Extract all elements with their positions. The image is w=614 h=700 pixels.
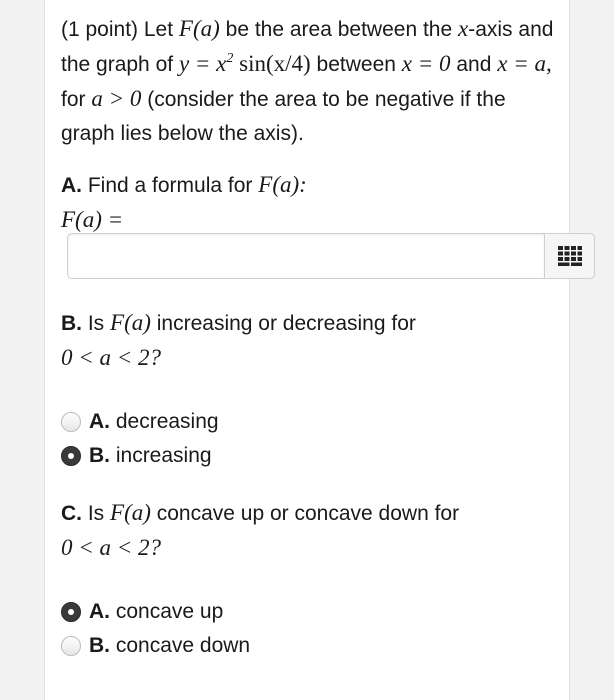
option-label: decreasing (115, 410, 219, 433)
radio-button[interactable] (61, 412, 81, 432)
part-a-label: A. (61, 174, 82, 197)
math-equation (179, 51, 311, 76)
intro-text: (consider the area to be negative if the graph lies below the axis). (61, 88, 506, 145)
part-b-label: B. (61, 312, 82, 335)
intro-text: be the area between the (225, 18, 453, 41)
part-b-range: 0 < a < 2? (61, 345, 162, 370)
problem-statement (61, 12, 561, 151)
option-letter: B. (89, 634, 110, 657)
intro-text: for (61, 88, 86, 111)
answer-input[interactable] (67, 233, 545, 279)
part-b-question (61, 306, 541, 376)
keypad-button[interactable] (545, 233, 595, 279)
option-letter: A. (89, 410, 110, 433)
option-label: concave up (115, 600, 224, 623)
problem-panel (44, 0, 570, 700)
answer-row (67, 233, 614, 281)
radio-button-checked[interactable] (61, 602, 81, 622)
part-c-question (61, 496, 541, 566)
math-fa: F(a) (178, 16, 220, 41)
math-fa: F(a): (258, 172, 307, 197)
radio-button[interactable] (61, 636, 81, 656)
part-b-text: Is (87, 312, 105, 335)
part-c-text: Is (87, 502, 105, 525)
radio-option-concave-up[interactable] (61, 596, 223, 628)
intro-text: (1 point) Let (61, 18, 174, 41)
math-exponent: 2 (226, 51, 234, 66)
part-b-text: increasing or decreasing for (156, 312, 416, 335)
part-c-text: concave up or concave down for (156, 502, 460, 525)
math-a-gt-0: a > 0 (91, 86, 142, 111)
math-fa: F(a) (110, 500, 151, 525)
intro-text: between (316, 53, 396, 76)
option-letter: B. (89, 444, 110, 467)
option-letter: A. (89, 600, 110, 623)
radio-option-increasing[interactable] (61, 440, 212, 472)
part-a-text: Find a formula for (87, 174, 253, 197)
math-xa: x = a, (497, 51, 552, 76)
part-c-label: C. (61, 502, 82, 525)
math-x: x (458, 16, 469, 41)
keypad-grid-icon (558, 246, 582, 266)
math-fa: F(a) (110, 310, 151, 335)
radio-button-checked[interactable] (61, 446, 81, 466)
part-a-question (61, 168, 541, 238)
intro-text: and (456, 53, 492, 76)
part-c-range: 0 < a < 2? (61, 535, 162, 560)
radio-option-decreasing[interactable] (61, 406, 219, 438)
intro-text: -axis and the graph of (61, 18, 554, 76)
math-eq-y: y = x (178, 51, 227, 76)
option-label: concave down (115, 634, 251, 657)
radio-option-concave-down[interactable] (61, 630, 250, 662)
math-sin: sin(x/4) (239, 51, 311, 76)
math-x0: x = 0 (401, 51, 451, 76)
intro-paragraph (61, 12, 561, 151)
option-label: increasing (115, 444, 212, 467)
part-a-lhs: F(a) = (61, 207, 124, 232)
